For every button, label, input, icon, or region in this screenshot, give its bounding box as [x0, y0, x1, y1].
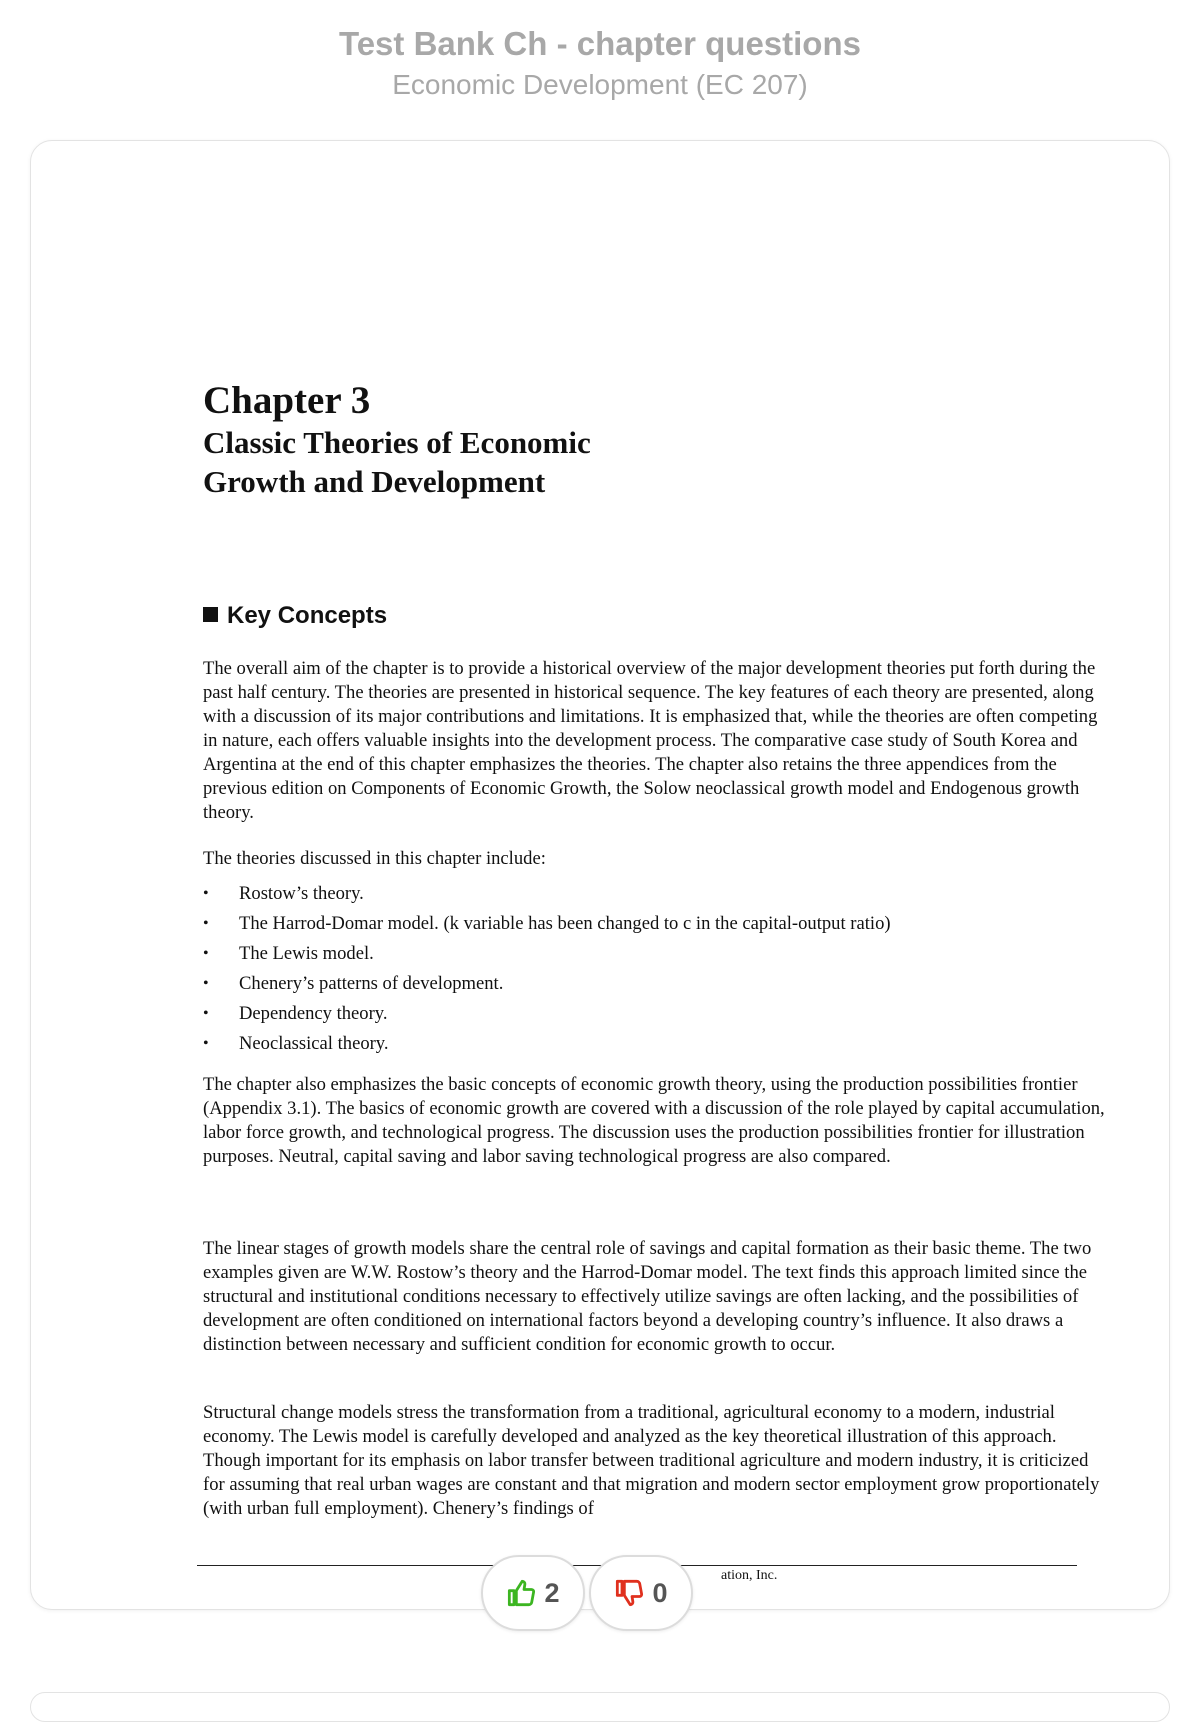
bullet-icon: •: [203, 975, 209, 992]
section-heading-key-concepts: [203, 601, 387, 631]
section-heading-label: Key Concepts: [227, 602, 388, 629]
bullet-icon: •: [203, 915, 209, 932]
document-header: [0, 22, 1200, 104]
thumbs-up-count: 2: [544, 1577, 560, 1608]
list-item: • The Lewis model.: [203, 939, 1113, 969]
document-page: [30, 140, 1170, 1610]
list-item: • Chenery’s patterns of development.: [203, 969, 1113, 999]
list-item: • The Harrod-Domar model. (k variable has been changed to c in the capital-output ratio): [203, 909, 1113, 939]
paragraph-growth-concepts: The chapter also emphasizes the basic concepts of economic growth theory, using the production possibilities frontier (Appendix 3.1). The basics of economic growth are covered with a discussion of the role played by capital accumulation, labor force growth, and technological progress. The discussion uses the production possibilities frontier for illustration purposes. Neutral, capital saving and labor saving technological progress are also compared.: [203, 1074, 1105, 1167]
bullet-icon: •: [203, 1005, 209, 1022]
theories-list: [203, 879, 1113, 1059]
next-page-card: [30, 1692, 1170, 1722]
bullet-icon: •: [203, 1035, 209, 1052]
paragraph-overview: The overall aim of the chapter is to provide a historical overview of the major development theories put forth during the past half century. The theories are presented in historical sequence. The key features of each theory are presented, along with a discussion of its major contributions and limitations. It is emphasized that, while the theories are often competing in nature, each offers valuable insights into the development process. The comparative case study of South Korea and Argentina at the end of this chapter emphasizes the theories. The chapter also retains the three appendices from the previous edition on Components of Economic Growth, the Solow neoclassical growth model and Endogenous growth theory.: [203, 658, 1098, 823]
bullet-icon: •: [203, 885, 209, 902]
course-subtitle: Economic Development (EC 207): [392, 69, 808, 100]
black-square-icon: [203, 607, 218, 622]
paragraph-theories-intro: The theories discussed in this chapter include:: [203, 848, 546, 869]
thumbs-up-button[interactable]: [481, 1555, 585, 1631]
chapter-title-line-2: Growth and Development: [203, 464, 546, 499]
paragraph-structural-change: Structural change models stress the transformation from a traditional, agricultural economy to a modern, industrial economy. The Lewis model is carefully developed and analyzed as the key theoretical illustration of this approach. Though important for its emphasis on labor transfer between traditional agriculture and modern industry, it is criticized for assuming that real urban wages are constant and that migration and modern sector employment grow proportionately (with urban full employment). Chenery’s findings of: [203, 1402, 1100, 1519]
chapter-title-line-1: Classic Theories of Economic: [203, 425, 591, 460]
list-item: • Rostow’s theory.: [203, 879, 1113, 909]
list-item: • Dependency theory.: [203, 999, 1113, 1029]
chapter-number: Chapter 3: [203, 379, 371, 422]
paragraph-linear-stages: The linear stages of growth models share the central role of savings and capital formation as their basic theme. The two examples given are W.W. Rostow’s theory and the Harrod-Domar model. The text finds this approach limited since the structural and institutional conditions necessary to effectively utilize savings are often lacking, and the possibilities of development are often conditioned on international factors beyond a developing country’s influence. It also draws a distinction between necessary and sufficient condition for economic growth to occur.: [203, 1238, 1092, 1355]
thumbs-down-count: 0: [652, 1577, 668, 1608]
chapter-title: [203, 423, 683, 501]
thumbs-down-icon: [614, 1579, 644, 1607]
document-title: Test Bank Ch - chapter questions: [339, 25, 861, 62]
bullet-icon: •: [203, 945, 209, 962]
list-item: • Neoclassical theory.: [203, 1029, 1113, 1059]
thumbs-up-icon: [506, 1579, 536, 1607]
thumbs-down-button[interactable]: [589, 1555, 693, 1631]
footer-copyright: ation, Inc.: [721, 1568, 778, 1583]
